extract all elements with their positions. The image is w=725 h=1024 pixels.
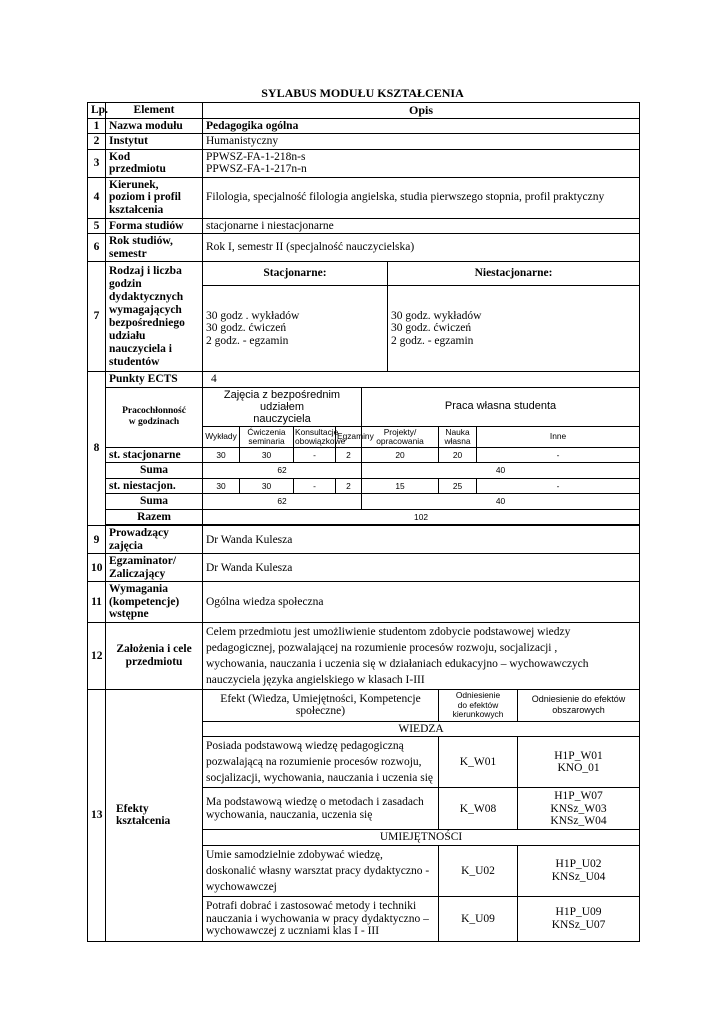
- row-8-non-stationary: [88, 478, 640, 494]
- area-outcome-codes: [518, 896, 640, 941]
- row-label: [106, 149, 203, 177]
- heading-line: Efekt (Wiedza, Umiejętności, Kompetencje: [220, 692, 421, 705]
- col-line: obowiązkowe: [295, 435, 346, 446]
- non-stationary-cell: 30: [240, 478, 294, 494]
- row-label: Forma studiów: [106, 218, 203, 234]
- hours-line: 30 godz. wykładów: [391, 309, 482, 322]
- row-9: [88, 526, 640, 554]
- sum-contact: 62: [203, 463, 362, 479]
- header-lp: Lp.: [88, 103, 106, 119]
- heading-line: obszarowych: [552, 705, 605, 716]
- code-line: KNSz_U07: [551, 918, 606, 931]
- code-line: PPWSZ-FA-1-217n-n: [206, 163, 307, 175]
- stationary-cell: 20: [439, 447, 477, 463]
- row-3: [88, 149, 640, 177]
- label-line: Zaliczający: [109, 567, 166, 580]
- label-line: Rodzaj i liczba: [109, 264, 182, 277]
- row-10: [88, 554, 640, 582]
- non-stationary-cell: 15: [362, 478, 439, 494]
- code-line: H1P_W07: [554, 790, 603, 803]
- col-line: Nauka: [445, 426, 470, 437]
- row-number: 2: [88, 134, 106, 150]
- row-number: 4: [88, 177, 106, 218]
- outcome-text: [203, 845, 439, 896]
- field-of-study: Filologia, specjalność filologia angielska, studia pierwszego stopnia, profil praktyczny: [203, 177, 640, 218]
- goal-line: nauczyciela języka angielskiego w klasach I-III: [206, 673, 425, 686]
- outcome-line: nauczania i wychowania w pracy dydaktyczno –: [206, 912, 429, 925]
- label-line: przedmiotu: [109, 163, 166, 175]
- col-line: Konsultacje: [295, 426, 339, 437]
- row-8-workload-head: [88, 387, 640, 426]
- instructor: Dr Wanda Kulesza: [203, 526, 640, 554]
- non-stationary-cell: -: [477, 478, 640, 494]
- course-code: [203, 149, 640, 177]
- program-outcome-heading: [439, 689, 518, 721]
- row-label: [106, 177, 203, 218]
- col-line: własna: [444, 435, 471, 446]
- heading-line: Odniesienie: [455, 690, 501, 701]
- row-8-total: [88, 509, 640, 525]
- area-outcome-codes: [518, 788, 640, 830]
- non-stationary-label: st. niestacjon.: [106, 478, 203, 494]
- hours-line: 2 godz. - egzamin: [391, 334, 474, 347]
- code-line: H1P_U02: [555, 858, 602, 871]
- label-line: dydaktycznych: [109, 290, 184, 303]
- code-line: KNO_01: [557, 762, 600, 775]
- row-number: 8: [88, 372, 106, 526]
- page-title: SYLABUS MODUŁU KSZTAŁCENIA: [261, 86, 464, 100]
- outcome-line: pozwalającą na rozumienie procesów rozwoju,: [206, 756, 422, 769]
- ects-value: 4: [203, 372, 640, 388]
- program-outcome-code: K_U09: [439, 896, 518, 941]
- stationary-label: st. stacjonarne: [106, 447, 203, 463]
- label-line: Wymagania: [109, 583, 168, 596]
- knowledge-heading: WIEDZA: [203, 721, 640, 737]
- col-lectures: Wykłady: [203, 426, 240, 447]
- row-label: [106, 526, 203, 554]
- sum-self-study: 40: [362, 494, 640, 510]
- label-line: Założenia i cele: [116, 643, 192, 656]
- col-line: seminaria: [248, 435, 285, 446]
- total-label: Razem: [106, 509, 203, 525]
- hours-line: 2 godz. - egzamin: [206, 334, 289, 347]
- outcome-text: [203, 737, 439, 788]
- heading-line: nauczyciela: [253, 412, 311, 425]
- row-6: [88, 234, 640, 262]
- study-form: stacjonarne i niestacjonarne: [203, 218, 640, 234]
- hours-line: 30 godz. ćwiczeń: [206, 322, 287, 335]
- row-number: 5: [88, 218, 106, 234]
- row-8-stationary: [88, 447, 640, 463]
- outcome-text: [203, 896, 439, 941]
- col-line: opracowania: [376, 435, 424, 446]
- label-line: semestr: [109, 247, 147, 260]
- heading-line: kierunkowych: [452, 709, 504, 720]
- label-line: wstępne: [109, 608, 149, 621]
- goal-line: wychowania, nauczania i uczenia się w działaniach edukacyjno – wychowawczych: [206, 657, 589, 670]
- non-stationary-hours: [388, 286, 640, 372]
- row-number: 11: [88, 582, 106, 623]
- stationary-hours: [203, 286, 388, 372]
- outcome-line: Umie samodzielnie zdobywać wiedzę,: [206, 848, 383, 861]
- stationary-heading: Stacjonarne:: [203, 262, 388, 286]
- row-2: [88, 134, 640, 150]
- hours-line: 30 godz. ćwiczeń: [391, 322, 472, 335]
- label-line: Rok studiów,: [109, 235, 173, 247]
- outcome-line: wychowawczej: [206, 880, 277, 893]
- program-outcome-code: K_U02: [439, 845, 518, 896]
- goal-line: Celem przedmiotu jest umożliwienie studentom zdobycie podstawowej wiedzy: [206, 625, 571, 638]
- heading-line: Zajęcia z bezpośrednim udziałem: [223, 388, 341, 413]
- label-line: zajęcia: [109, 539, 143, 552]
- hours-line: 30 godz . wykładów: [206, 309, 300, 322]
- stationary-cell: 2: [336, 447, 362, 463]
- row-13-head: [88, 689, 640, 721]
- row-5: [88, 218, 640, 234]
- row-11: [88, 582, 640, 623]
- label-line: bezpośredniego: [109, 316, 185, 329]
- sum-self-study: 40: [362, 463, 640, 479]
- row-label: [106, 234, 203, 262]
- sum-contact: 62: [203, 494, 362, 510]
- outcome-line: Potrafi dobrać i zastosować metody i techniki: [206, 900, 417, 913]
- goal-line: pedagogicznej, pozwalającej na rozumienie procesów rozwoju, socjalizacji ,: [206, 641, 558, 654]
- outcome-line: wychowania, nauczania, uczenia się: [206, 808, 373, 821]
- total-value: 102: [203, 509, 640, 525]
- area-outcome-heading: [518, 689, 640, 721]
- outcome-line: Posiada podstawową wiedzę pedagogiczną: [206, 740, 404, 753]
- label-line: studentów: [109, 355, 160, 368]
- program-outcome-code: K_W08: [439, 788, 518, 830]
- row-number: 9: [88, 526, 106, 554]
- stationary-cell: 20: [362, 447, 439, 463]
- label-line: Egzaminator/: [109, 555, 177, 568]
- row-number: 7: [88, 262, 106, 372]
- outcome-line: socjalizacji, wychowania, nauczania i uczenia się: [206, 772, 434, 785]
- label-line: Prowadzący: [109, 527, 169, 540]
- heading-line: społeczne): [295, 705, 346, 718]
- col-self-learning: [439, 426, 477, 447]
- row-12: [88, 622, 640, 689]
- label-line: Efekty: [116, 802, 149, 815]
- heading-line: do efektów: [457, 699, 499, 710]
- prerequisites: Ogólna wiedza społeczna: [203, 582, 640, 623]
- row-label: [106, 582, 203, 623]
- label-line: przedmiotu: [125, 655, 183, 668]
- code-line: H1P_W01: [554, 749, 603, 762]
- row-number: 10: [88, 554, 106, 582]
- row-number: 6: [88, 234, 106, 262]
- year-semester: Rok I, semestr II (specjalność nauczycielska): [203, 234, 640, 262]
- sum-label: Suma: [106, 463, 203, 479]
- label-line: (kompetencje): [109, 595, 180, 608]
- examiner: Dr Wanda Kulesza: [203, 554, 640, 582]
- code-line: PPWSZ-FA-1-218n-s: [206, 150, 306, 163]
- label-line: Pracochłonność: [122, 406, 186, 417]
- label-line: wymagających: [109, 303, 182, 316]
- header-element: Element: [106, 103, 203, 119]
- row-label: [106, 622, 203, 689]
- area-outcome-codes: [518, 737, 640, 788]
- row-label: Instytut: [106, 134, 203, 150]
- label-line: poziom i profil: [109, 191, 181, 204]
- non-stationary-cell: -: [294, 478, 336, 494]
- col-line: Projekty/: [383, 426, 417, 437]
- row-number: 1: [88, 118, 106, 134]
- non-stationary-cell: 2: [336, 478, 362, 494]
- contact-hours-heading: [203, 387, 362, 426]
- row-label: [106, 689, 203, 941]
- col-line: Ćwiczenia: [247, 426, 286, 437]
- row-4: [88, 177, 640, 218]
- code-line: KNSz_U04: [551, 870, 606, 883]
- stationary-cell: 30: [240, 447, 294, 463]
- non-stationary-cell: 25: [439, 478, 477, 494]
- stationary-cell: 30: [203, 447, 240, 463]
- sum-label: Suma: [106, 494, 203, 510]
- outcome-line: doskonalić własny warsztat pracy dydaktyczno -: [206, 864, 430, 877]
- row-8-ects: [88, 372, 640, 388]
- non-stationary-cell: 30: [203, 478, 240, 494]
- label-line: kształcenia: [116, 815, 171, 828]
- area-outcome-codes: [518, 845, 640, 896]
- label-line: kształcenia: [109, 203, 164, 216]
- row-label: [106, 554, 203, 582]
- workload-label: [106, 387, 203, 447]
- label-line: w godzinach: [128, 417, 180, 428]
- institute-value: Humanistyczny: [203, 134, 640, 150]
- outcome-line: Ma podstawową wiedzę o metodach i zasadach: [206, 796, 424, 809]
- label-line: nauczyciela i: [109, 342, 172, 355]
- course-goals: [203, 622, 640, 689]
- self-study-heading: Praca własna studenta: [362, 387, 640, 426]
- code-line: KNSz_W04: [550, 815, 607, 828]
- label-line: godzin: [109, 277, 142, 290]
- col-exercises: [240, 426, 294, 447]
- syllabus-table: [87, 102, 640, 942]
- stationary-cell: -: [294, 447, 336, 463]
- row-8-stationary-sum: [88, 463, 640, 479]
- outcome-line: wychowawczej z uczniami klas I - III: [206, 925, 380, 938]
- row-label: [106, 262, 203, 372]
- header-opis: Opis: [203, 103, 640, 119]
- skills-heading: UMIEJĘTNOŚCI: [203, 830, 640, 846]
- outcome-heading: [203, 689, 439, 721]
- row-7a: [88, 262, 640, 286]
- header-row: [88, 103, 640, 119]
- label-line: Kierunek,: [109, 178, 159, 191]
- row-number: 12: [88, 622, 106, 689]
- module-name: Pedagogika ogólna: [203, 118, 640, 134]
- row-number: 13: [88, 689, 106, 941]
- row-8-non-stationary-sum: [88, 494, 640, 510]
- col-exams: Egzaminy: [336, 426, 362, 447]
- row-1: [88, 118, 640, 134]
- label-line: udziału: [109, 329, 146, 342]
- row-label: Nazwa modułu: [106, 118, 203, 134]
- col-other: Inne: [477, 426, 640, 447]
- non-stationary-heading: Niestacjonarne:: [388, 262, 640, 286]
- program-outcome-code: K_W01: [439, 737, 518, 788]
- code-line: H1P_U09: [555, 906, 602, 919]
- row-number: 3: [88, 149, 106, 177]
- heading-line: Odniesienie do efektów: [531, 694, 626, 705]
- outcome-text: [203, 788, 439, 830]
- stationary-cell: -: [477, 447, 640, 463]
- col-consultations: [294, 426, 346, 447]
- label-line: Kod: [109, 150, 131, 163]
- ects-label: Punkty ECTS: [106, 372, 203, 388]
- code-line: KNSz_W03: [550, 802, 607, 815]
